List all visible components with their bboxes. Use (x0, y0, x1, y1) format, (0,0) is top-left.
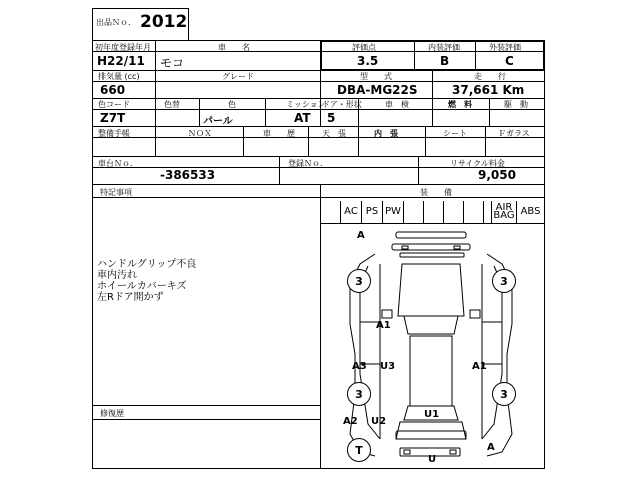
score-label: 評価点 (352, 43, 376, 52)
damage-label: A (487, 442, 495, 453)
displacement-value: 660 (100, 83, 126, 97)
interior-score-value: B (440, 54, 450, 68)
equipment-slot (483, 201, 491, 223)
equipment-ac: AC (340, 201, 361, 223)
damage-circle: 3 (347, 382, 371, 406)
doors-value: 5 (327, 111, 336, 125)
exterior-score-label: 外装評価 (489, 43, 521, 52)
color-code-value: Z7T (100, 111, 126, 125)
recycle-label: リサイクル料金 (450, 159, 505, 168)
mileage-label: 走 行 (474, 72, 506, 81)
reg-year-label: 初年度登録年月 (95, 43, 151, 52)
model-label: 型 式 (360, 72, 392, 81)
equipment-ps: PS (361, 201, 382, 223)
glass-label: Ｆガラス (498, 129, 530, 138)
damage-label: A2 (343, 416, 358, 427)
damage-label: A (357, 230, 365, 241)
mission-value: AT (294, 111, 311, 125)
model-value: DBA-MG22S (337, 83, 418, 97)
interior-trim-label: 内 張 (374, 129, 398, 138)
damage-label: U2 (371, 416, 387, 427)
color-code-label: 色コード (98, 100, 130, 109)
remarks-list (97, 259, 196, 303)
mission-label: ミッション (286, 100, 326, 109)
repair-history-title: 修復歴 (100, 409, 124, 418)
score-value: 3.5 (357, 54, 379, 68)
equipment-slot (463, 201, 483, 223)
doors-label: ドア・形状 (322, 100, 362, 109)
mileage-value: 37,661 Km (452, 83, 525, 97)
equipment-airbag: AIR BAG (491, 201, 516, 223)
drive-label: 駆 動 (504, 100, 528, 109)
grade-label: グレード (222, 72, 254, 81)
recycle-value: 9,050 (478, 168, 516, 182)
equipment-abs: ABS (516, 201, 544, 223)
car-name-value: モコ (160, 56, 185, 70)
damage-label: U1 (424, 409, 440, 420)
damage-label: A3 (352, 361, 367, 372)
remark-line: ハンドルグリップ不良 (97, 259, 197, 270)
roof-label: 天 張 (322, 129, 346, 138)
nox-label: ＮＯＸ (188, 129, 212, 138)
color-change-label: 色替 (164, 100, 180, 109)
equipment-slot (423, 201, 443, 223)
damage-label: U3 (380, 361, 396, 372)
color-value: パール (203, 116, 233, 127)
history-label: 車 歴 (263, 129, 295, 138)
chassis-label: 車台Ｎｏ． (98, 159, 138, 168)
color-label: 色 (228, 100, 236, 109)
chassis-value: -386533 (160, 168, 216, 182)
lot-number: 2012 (140, 12, 188, 32)
remarks-title: 特記事項 (100, 188, 132, 197)
interior-score-label: 内装評価 (428, 43, 460, 52)
damage-label: A1 (376, 320, 391, 331)
seat-label: シート (443, 129, 467, 138)
reg-year-value: H22/11 (97, 54, 145, 68)
remark-line: ホイールカバーキズ (97, 281, 187, 292)
damage-circle: 3 (347, 269, 371, 293)
damage-circle: 3 (492, 269, 516, 293)
equipment-slot (403, 201, 423, 223)
equipment-title: 装 備 (420, 188, 452, 197)
remark-line: 左Rドア開かず (97, 292, 164, 303)
equipment-slot (443, 201, 463, 223)
registration-label: 登録Ｎｏ． (288, 159, 328, 168)
equipment-pw: PW (382, 201, 403, 223)
car-name-label: 車 名 (218, 43, 250, 52)
damage-circle: T (347, 438, 371, 462)
car-diagram (320, 224, 545, 469)
displacement-label: 排気量 (cc) (98, 72, 140, 81)
damage-label: A1 (472, 361, 487, 372)
exterior-score-value: C (505, 54, 514, 68)
lot-number-label: 出品Ｎｏ． (96, 18, 136, 27)
remark-line: 車内汚れ (97, 270, 137, 281)
fuel-label: 燃 料 (448, 100, 472, 109)
damage-label: U (428, 454, 437, 465)
inspection-label: 車 検 (385, 100, 409, 109)
manual-label: 整備手帳 (98, 129, 130, 138)
damage-circle: 3 (492, 382, 516, 406)
